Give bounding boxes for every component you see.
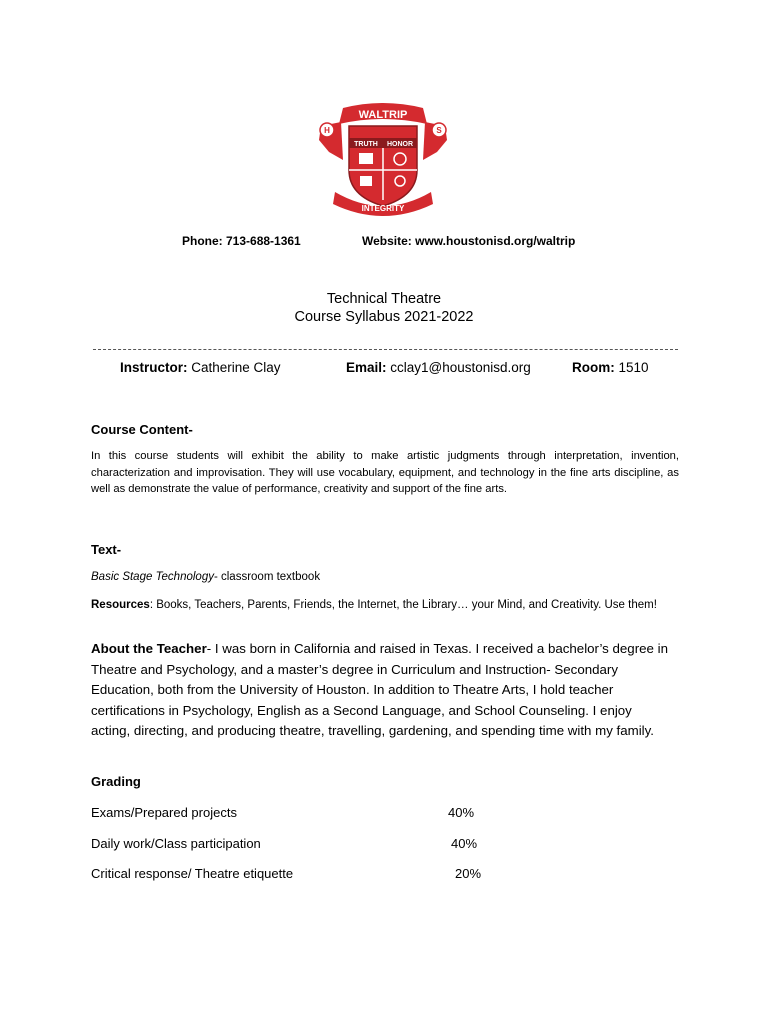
grading-item-percent: 40% [448,805,475,820]
crest-left-letter: H [324,126,330,135]
email-label: Email: [346,360,387,375]
grading-item-percent: 40% [451,836,478,851]
instructor-label: Instructor: [120,360,188,375]
crest-right-letter: S [436,126,442,135]
course-content-heading: Course Content- [91,422,193,437]
textbook-title: Basic Stage Technology [91,571,214,583]
grading-item-label: Exams/Prepared projects [91,805,237,820]
room-label: Room: [572,360,615,375]
crest-motto-right: HONOR [386,141,414,148]
grading-item-label: Daily work/Class participation [91,836,261,851]
grading-heading: Grading [91,774,141,789]
textbook-line [91,569,679,586]
room-number: 1510 [614,360,649,375]
crest-bottom-text: INTEGRITY [361,204,405,213]
resources-paragraph [91,597,679,614]
website-link[interactable]: Website: www.houstonisd.org/waltrip [362,234,576,248]
room-info [572,360,649,375]
about-teacher-label: About the Teacher [91,641,207,656]
grading-item-percent: 20% [455,866,482,881]
email-info [346,360,531,375]
instructor-info [120,360,281,375]
text-heading: Text- [91,542,122,557]
phone-number: Phone: 713-688-1361 [182,234,301,248]
resources-body: : Books, Teachers, Parents, Friends, the Internet, the Library… your Mind, and Creativity. Use them! [149,599,657,611]
email-address[interactable]: cclay1@houstonisd.org [386,360,531,375]
about-teacher-body: - I was born in California and raised in Texas. I received a bachelor’s degree in Theatre and Psychology, and a master’s degree in Curriculum and Instruction- Secondary Education, both from the University of Houston. In addition to Theatre Arts, I hold teacher certifications in Psychology, English as a Second Language, and School Counseling. I enjoy acting, directing, and producing theatre, travelling, gardening, and spending time with my family. [91,641,668,739]
course-subtitle: Course Syllabus 2021-2022 [294,309,474,325]
school-crest-logo [313,100,453,218]
about-teacher-paragraph [91,639,671,742]
instructor-name: Catherine Clay [187,360,281,375]
textbook-suffix: - classroom textbook [213,571,321,583]
crest-motto-left: TRUTH [354,141,378,148]
divider [93,349,678,350]
resources-label: Resources [91,599,150,611]
crest-banner-text: WALTRIP [358,109,408,121]
course-content-body: In this course students will exhibit the ability to make artistic judgments through interpretation, invention, characterization and improvisation. They will use vocabulary, equipment, and technology in the fine arts discipline, as well as demonstrate the value of performance, creativity and support of the fine arts. [91,450,679,495]
course-title: Technical Theatre [326,291,442,307]
grading-item-label: Critical response/ Theatre etiquette [91,866,294,881]
